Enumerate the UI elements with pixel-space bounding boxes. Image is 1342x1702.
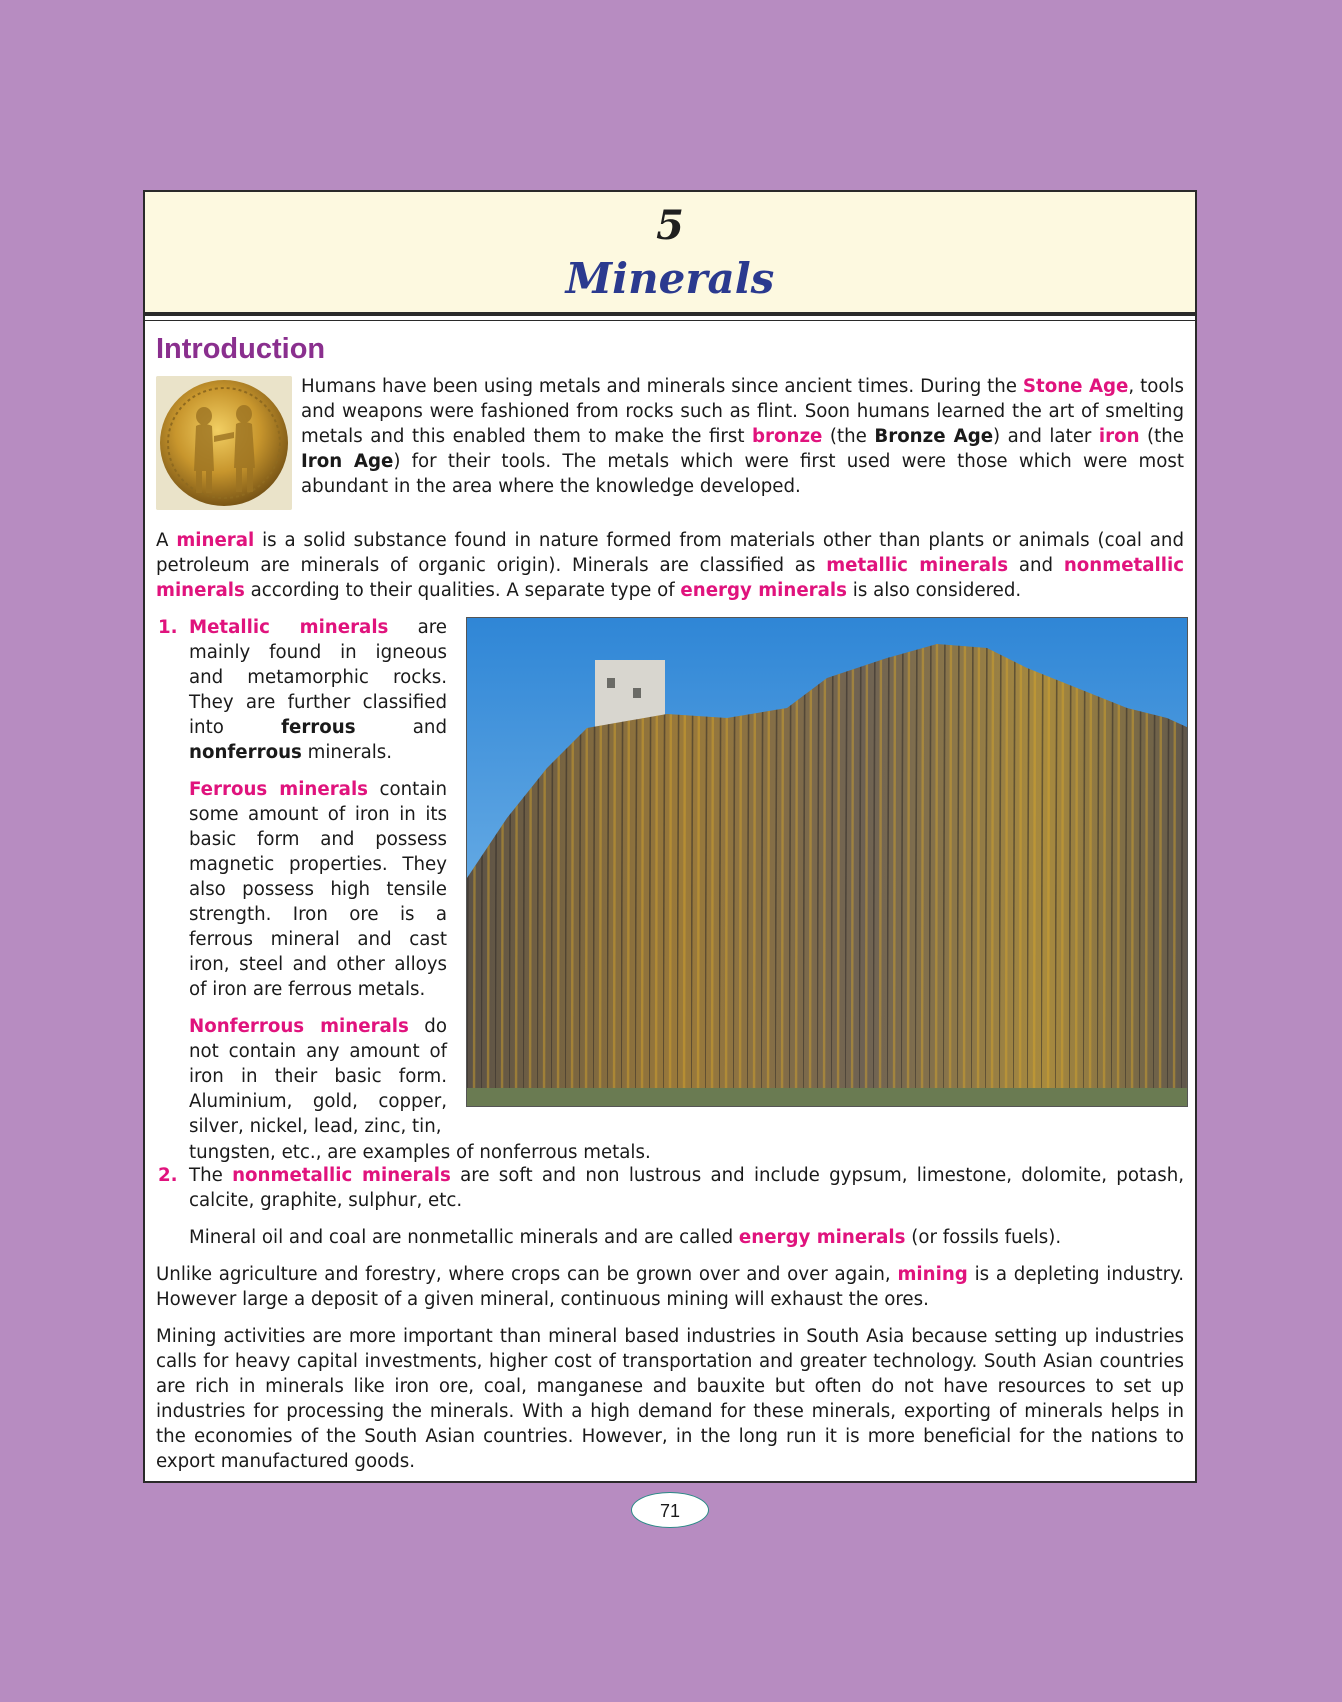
- term-mining: mining: [897, 1264, 968, 1285]
- list-number: 2.: [158, 1165, 178, 1186]
- text: , tools and weapons were fashioned from rocks such as flint. Soon humans learned the art of smelting metals and this enabled them to make the first: [301, 376, 1184, 447]
- text: minerals.: [301, 742, 393, 763]
- text: is a solid substance found in nature formed from materials other than plants or animals (coal and petroleum are minerals of organic origin). Minerals are classified as: [156, 530, 1184, 576]
- text: is also considered.: [846, 580, 1022, 601]
- definition-paragraph: [156, 528, 1184, 603]
- list-number: 1.: [158, 617, 178, 638]
- chapter-number: 5: [656, 202, 684, 249]
- text: according to their qualities. A separate type of: [244, 580, 681, 601]
- nonferrous-tail: tungsten, etc., are examples of nonferrous metals.: [189, 1142, 651, 1163]
- energy-minerals-note: [156, 1225, 1184, 1250]
- term-metallic: Metallic minerals: [189, 617, 389, 638]
- term-nonmetallic: nonmetallic minerals: [232, 1165, 451, 1186]
- metallic-text: [189, 615, 447, 1139]
- term-nonferrous: nonferrous: [189, 742, 302, 763]
- text: (the: [822, 426, 875, 447]
- term-stone-age: Stone Age: [1022, 376, 1129, 397]
- term-energy-minerals: energy minerals: [680, 580, 847, 601]
- term-ferrous-minerals: Ferrous minerals: [189, 779, 369, 800]
- term-metallic-minerals: metallic minerals: [826, 555, 1009, 576]
- list-item-metallic: [156, 615, 1184, 1163]
- section-heading: Introduction: [156, 333, 326, 365]
- text: and: [1008, 555, 1064, 576]
- intro-paragraph: [301, 374, 1184, 499]
- text: is a depleting industry. However large a deposit of a given mineral, continuous mining will exhaust the ores.: [156, 1264, 1184, 1310]
- text: The: [189, 1165, 233, 1186]
- text: Mineral oil and coal are nonmetallic minerals and are called: [189, 1227, 739, 1248]
- text: are mainly found in igneous and metamorphic rocks. They are further classified into: [189, 617, 447, 738]
- text: (the: [1139, 426, 1184, 447]
- closing-paragraph: Mining activities are more important than mineral based industries in South Asia because setting up industries calls for heavy capital investments, higher cost of transportation and greater technology. South Asian countries are rich in minerals like iron ore, coal, manganese and bauxite but often do not have resources to set up industries for processing the minerals. With a high demand for these minerals, exporting of minerals helps in the economies of the South Asian countries. However, in the long run it is more beneficial for the nations to export manufactured goods.: [156, 1326, 1184, 1472]
- chapter-title: Minerals: [565, 254, 775, 303]
- text: and: [355, 717, 447, 738]
- term-iron-age: Iron Age: [301, 451, 394, 472]
- chapter-header: [145, 192, 1195, 316]
- basalt-cliff-image: [466, 617, 1188, 1107]
- term-bronze-age: Bronze Age: [874, 426, 994, 447]
- text: A: [156, 530, 177, 551]
- term-nonferrous-minerals: Nonferrous minerals: [189, 1016, 409, 1037]
- page-frame: [143, 190, 1197, 1483]
- text: ) for their tools. The metals which were first used were those which were most abundant in the area where the knowledge developed.: [301, 451, 1184, 497]
- term-energy: energy minerals: [738, 1227, 906, 1248]
- text: ) and later: [993, 426, 1099, 447]
- intro-block: [156, 374, 1184, 516]
- page-number: 71: [631, 1492, 709, 1528]
- text: are soft and non lustrous and include gypsum, limestone, dolomite, potash, calcite, graphite, sulphur, etc.: [189, 1165, 1185, 1211]
- text: (or fossils fuels).: [905, 1227, 1062, 1248]
- gold-coin-image: [156, 376, 292, 510]
- text: contain some amount of iron in its basic form and possess magnetic properties. They also possess high tensile strength. Iron ore is a ferrous mineral and cast iron, steel and other alloys of iron are ferrous metals.: [189, 779, 447, 1000]
- text: Humans have been using metals and minerals since ancient times. During the: [301, 376, 1023, 397]
- term-bronze: bronze: [752, 426, 823, 447]
- term-nonmetallic-minerals: nonmetallic minerals: [156, 555, 1184, 601]
- term-iron: iron: [1098, 426, 1140, 447]
- term-ferrous: ferrous: [281, 717, 356, 738]
- text: do not contain any amount of iron in their basic form. Aluminium, gold, copper, silver, nickel, lead, zinc, tin,: [189, 1016, 447, 1137]
- content: [156, 332, 1184, 1486]
- list-item-nonmetallic: [156, 1163, 1184, 1213]
- mining-paragraph: [156, 1262, 1184, 1312]
- text: Unlike agriculture and forestry, where crops can be grown over and over again,: [156, 1264, 898, 1285]
- header-rule: [145, 320, 1195, 321]
- term-mineral: mineral: [176, 530, 255, 551]
